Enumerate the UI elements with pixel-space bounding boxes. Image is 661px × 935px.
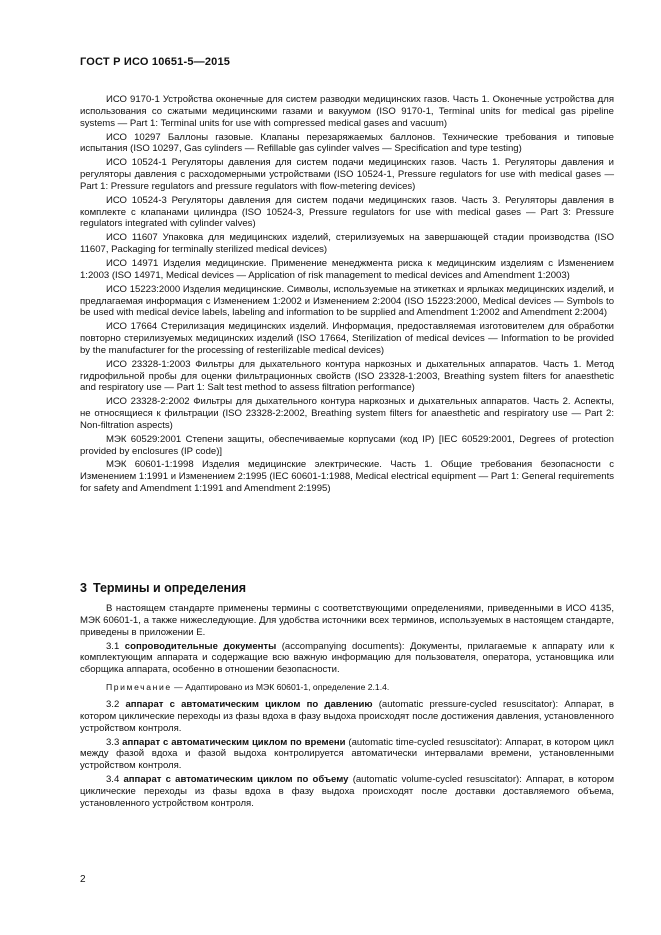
section-heading [80, 581, 246, 595]
term-text: (automatic time-cycled resuscitator): Аппарат, в котором цикл между фазой вдоха и фазой выдоха контролируется автоматически интервалами времени, установленными устройством контроля. [80, 736, 615, 772]
section-intro: В настоящем стандарте применены термины с соответствующими определениями, приведенными в ИСО 4135, МЭК 60601-1, а также нижеследующие. Для удобства источники всех терминов, используемых в настоящем стандарте, приведены в приложении Е. [80, 603, 614, 638]
term-definition [80, 699, 614, 735]
reference-item: МЭК 60601-1:1998 Изделия медицинские электрические. Часть 1. Общие требования безопасности с Изменением 1:1991 и Изменением 2:1995 (IEC 60601-1:1988, Medical electrical equipment — Part 1: General requirements for safety and Amendment 1:1991 and Amendment 2:1995) [80, 459, 614, 495]
note [80, 682, 614, 693]
section-body [80, 603, 614, 812]
term-number: 3.4 [106, 774, 120, 786]
term-text: (automatic pressure-cycled resuscitator): Аппарат, в котором циклические переходы из фазы вдоха в фазу выдоха происходят после достижения давления, установленного устройством контроля. [80, 699, 614, 734]
reference-item: ИСО 15223:2000 Изделия медицинские. Символы, используемые на этикетках и ярлыках медицинских изделий, и предлагаемая информация с Изменением 1:2002 и Изменением 2:2004 (ISO 15223:2000, Medical devices — Symbols to be used with medical device labels, labeling and information to be supplied and Amendment 1:2002 and Amendment 2:2004) [80, 283, 614, 319]
term-number: 3.1 [106, 640, 120, 652]
normative-references [80, 94, 614, 497]
reference-item: ИСО 10524-1 Регуляторы давления для систем подачи медицинских газов. Часть 1. Регуляторы давления и регуляторы давления с расходомерными устройствами (ISO 10524-1, Pressure regulators for use with medical gases — Part 1: Pressure regulators and pressure regulators with flow-metering devices) [80, 157, 614, 192]
reference-item: ИСО 23328-2:2002 Фильтры для дыхательного контура наркозных и дыхательных аппаратов. Часть 2. Аспекты, не относящиеся к фильтрации (ISO 23328-2:2002, Breathing system filters for anaesthetic and respiratory use — Part 2: Non-filtration aspects) [80, 396, 614, 431]
term-text: (automatic volume-cycled resuscitator): Аппарат, в котором циклические переходы из фазы вдоха в фазу выдоха происходят после доставки доставляемого объема, установленного устройством контроля. [80, 774, 615, 809]
term-name: аппарат с автоматическим циклом по объему [123, 774, 349, 786]
reference-item: ИСО 14971 Изделия медицинские. Применение менеджмента риска к медицинским изделиям с Изменением 1:2003 (ISO 14971, Medical devices — Application of risk management to medical devices and Amendment 1:2003) [80, 257, 614, 281]
page-number: 2 [80, 874, 86, 885]
term-number: 3.3 [106, 736, 120, 748]
reference-item: МЭК 60529:2001 Степени защиты, обеспечиваемые корпусами (код IP) [IEC 60529:2001, Degrees of protection provided by enclosures (IP code)] [80, 433, 614, 457]
note-text: — Адаптировано из МЭК 60601-1, определение 2.1.4. [171, 682, 390, 693]
term-text: (accompanying documents): Документы, прилагаемые к аппарату или к комплектующим аппарата и содержащие всю важную информацию для пользователя, оператора, установщика или сборщика аппарата, особенно в отношении безопасности. [80, 640, 614, 676]
section-number: 3 [80, 581, 87, 595]
term-definition [80, 737, 614, 773]
reference-item: ИСО 9170-1 Устройства оконечные для систем разводки медицинских газов. Часть 1. Оконечные устройства для использования со сжатыми медицинскими газами и вакуумом (ISO 9170-1, Terminal units for medical gas pipeline systems — Part 1: Terminal units for use with compressed medical gases and vacuum) [80, 94, 614, 129]
note-label: Примечание [106, 682, 172, 693]
term-number: 3.2 [106, 699, 120, 711]
term-name: сопроводительные документы [124, 640, 277, 652]
term-name: аппарат с автоматическим циклом по давлению [125, 699, 373, 711]
term-definition [80, 774, 614, 810]
reference-item: ИСО 23328-1:2003 Фильтры для дыхательного контура наркозных и дыхательных аппаратов. Часть 1. Метод гидрофильной пробы для оценки фильтрационных свойств (ISO 23328-1:2003, Breathing system filters for anaesthetic and respiratory use — Part 1: Salt test method to assess filtration performance) [80, 358, 614, 394]
reference-item: ИСО 17664 Стерилизация медицинских изделий. Информация, предоставляемая изготовителем для обработки повторно стерилизуемых медицинских изделий (ISO 17664, Sterilization of medical devices — Information to be provided by the manufacturer for the processing of resterilizable medical devices) [80, 321, 614, 356]
reference-item: ИСО 11607 Упаковка для медицинских изделий, стерилизуемых на завершающей стадии производства (ISO 11607, Packaging for terminally sterilized medical devices) [80, 232, 614, 256]
section-title: Термины и определения [92, 581, 247, 595]
reference-item: ИСО 10524-3 Регуляторы давления для систем подачи медицинских газов. Часть 3. Регуляторы давления в комплекте с клапанами цилиндра (ISO 10524-3, Pressure regulators for use with medical gases — Part 3: Pressure regulators integrated with cylinder valves) [80, 194, 614, 230]
term-definition [80, 641, 614, 677]
term-name: аппарат с автоматическим циклом по времени [122, 736, 346, 748]
document-header: ГОСТ Р ИСО 10651-5—2015 [80, 56, 231, 68]
reference-item: ИСО 10297 Баллоны газовые. Клапаны перезаряжаемых баллонов. Технические требования и типовые испытания (ISO 10297, Gas cylinders — Refillable gas cylinder valves — Specification and type testing) [80, 131, 614, 155]
